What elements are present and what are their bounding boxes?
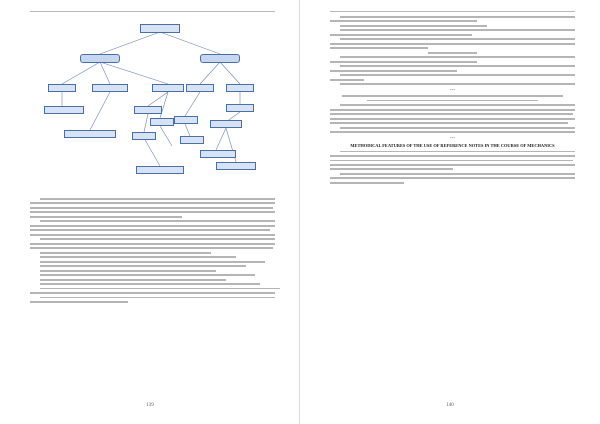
illegible-line <box>40 270 216 272</box>
header-rule <box>330 11 575 12</box>
illegible-line <box>30 234 275 236</box>
illegible-line <box>340 56 575 58</box>
illegible-line <box>330 34 472 36</box>
diagram-node <box>44 106 84 114</box>
diagram-node <box>180 136 204 144</box>
illegible-line <box>340 16 575 18</box>
illegible-line <box>330 61 477 63</box>
illegible-line <box>40 265 246 267</box>
article-title-en: METHODICAL FEATURES OF THE USE OF REFERENCE NOTES IN THE COURSE OF MECHANICS <box>350 143 555 149</box>
diagram-node <box>140 24 180 33</box>
illegible-line <box>330 131 575 133</box>
diagram-node <box>200 54 240 63</box>
illegible-line <box>330 164 575 166</box>
illegible-line <box>40 256 236 258</box>
diagram-node <box>136 166 184 174</box>
diagram-node <box>150 118 174 126</box>
illegible-line <box>340 38 575 40</box>
illegible-line <box>340 104 575 106</box>
diagram-node <box>210 120 242 128</box>
illegible-line <box>367 100 539 102</box>
illegible-line <box>30 225 275 227</box>
concept-diagram <box>40 18 280 188</box>
illegible-line <box>30 243 275 245</box>
illegible-line <box>40 297 275 299</box>
illegible-line <box>340 151 575 153</box>
illegible-line <box>330 155 575 157</box>
illegible-line <box>330 113 573 115</box>
illegible-line <box>40 283 261 285</box>
illegible-line <box>330 79 364 81</box>
illegible-line <box>40 220 275 222</box>
diagram-node <box>132 132 156 140</box>
illegible-line <box>340 173 575 175</box>
diagram-node <box>186 84 214 92</box>
illegible-line <box>330 20 477 22</box>
illegible-line <box>40 261 265 263</box>
illegible-line <box>30 202 275 204</box>
illegible-line <box>340 25 487 27</box>
illegible-line <box>342 95 563 97</box>
diagram-node <box>152 84 184 92</box>
illegible-line <box>330 70 457 72</box>
page-number: 139 <box>146 403 154 408</box>
section-separator: *** <box>449 88 456 93</box>
illegible-line <box>330 168 453 170</box>
illegible-line <box>30 301 128 303</box>
illegible-line <box>330 182 404 184</box>
right-page <box>300 0 600 424</box>
illegible-line <box>330 118 575 120</box>
diagram-node <box>80 54 120 63</box>
illegible-line <box>428 52 477 54</box>
diagram-node <box>226 104 254 112</box>
illegible-line <box>330 177 575 179</box>
illegible-line <box>30 216 182 218</box>
diagram-node <box>226 84 254 92</box>
header-rule <box>30 11 275 12</box>
illegible-line <box>30 292 275 294</box>
diagram-node <box>48 84 76 92</box>
illegible-line <box>340 29 575 31</box>
diagram-node <box>200 150 236 158</box>
illegible-line <box>330 109 575 111</box>
illegible-line <box>340 74 575 76</box>
illegible-line <box>40 238 275 240</box>
illegible-line <box>40 288 280 290</box>
illegible-line <box>40 279 226 281</box>
illegible-line <box>340 83 575 85</box>
section-separator: *** <box>449 136 456 141</box>
illegible-line <box>40 274 256 276</box>
illegible-line <box>30 247 273 249</box>
illegible-line <box>330 122 568 124</box>
right-body-text <box>330 16 575 186</box>
diagram-node <box>134 106 162 114</box>
illegible-line <box>340 127 575 129</box>
illegible-line <box>40 252 212 254</box>
diagram-node <box>174 116 198 124</box>
diagram-node <box>216 162 256 170</box>
diagram-node <box>64 130 116 138</box>
illegible-line <box>40 198 275 200</box>
illegible-line <box>330 160 573 162</box>
illegible-line <box>30 207 273 209</box>
illegible-line <box>330 47 428 49</box>
illegible-line <box>30 229 270 231</box>
illegible-line <box>30 211 275 213</box>
illegible-line <box>330 43 575 45</box>
page-number: 140 <box>446 403 454 408</box>
illegible-line <box>340 65 575 67</box>
diagram-node <box>92 84 128 92</box>
left-body-text <box>30 198 275 306</box>
